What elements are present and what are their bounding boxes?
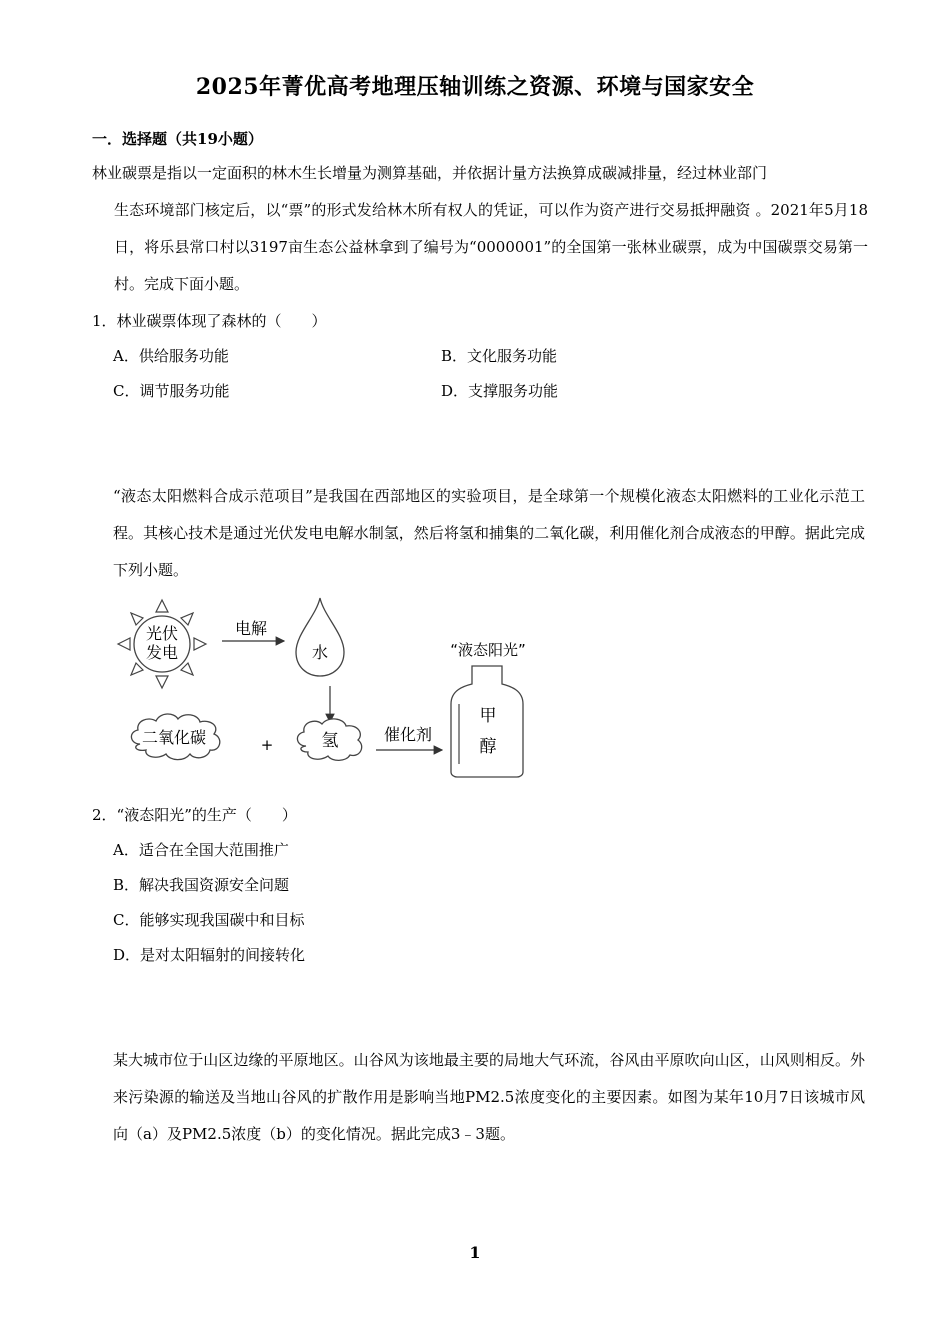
- page-number: 1: [469, 1243, 481, 1262]
- question-2-option-b[interactable]: B．解决我国资源安全问题: [113, 876, 290, 894]
- question-2-option-d[interactable]: D．是对太阳辐射的间接转化: [113, 946, 306, 964]
- question-2-option-a[interactable]: A．适合在全国大范围推广: [113, 841, 289, 859]
- water-label: 水: [311, 643, 329, 662]
- sun-label-line2: 发电: [145, 643, 179, 662]
- passage-1-first-line: 林业碳票是指以一定面积的林木生长增量为测算基础，并依据计量方法换算成碳减排量，经过林业部门: [92, 164, 768, 182]
- water-drop-icon: [296, 598, 344, 676]
- electrolysis-label: 电解: [234, 619, 268, 638]
- catalyst-label: 催化剂: [383, 725, 433, 744]
- passage-2: “液态太阳燃料合成示范项目”是我国在西部地区的实验项目，是全球第一个规模化液态太阳燃料的工业化示范工程。其核心技术是通过光伏发电电解水制氢，然后将氢和捕集的二氧化碳，利用催化剂合成液态的甲醇。据此完成下列小题。: [113, 487, 865, 579]
- hydrogen-label: 氢: [321, 731, 339, 751]
- question-1-option-d[interactable]: D．支撑服务功能: [441, 382, 559, 400]
- bottle-label-line2: 醇: [479, 737, 497, 757]
- question-2-option-c[interactable]: C．能够实现我国碳中和目标: [113, 911, 305, 929]
- sun-label-line1: 光伏: [145, 624, 179, 643]
- passage-3: 某大城市位于山区边缘的平原地区。山谷风为该地最主要的局地大气环流，谷风由平原吹向山区，山风则相反。外来污染源的输送及当地山谷风的扩散作用是影响当地PM2.5浓度变化的主要因素。如图为某年10月7日该城市风向（a）及PM2.5浓度（b）的变化情况。据此完成3﹣3题。: [113, 1051, 865, 1143]
- plus-sign: +: [260, 736, 274, 754]
- page-title: 2025年菁优高考地理压轴训练之资源、环境与国家安全: [195, 74, 755, 100]
- question-1-option-a[interactable]: A．供给服务功能: [113, 347, 229, 365]
- liquid-sunshine-diagram: [112, 594, 542, 784]
- passage-1-body: 生态环境部门核定后，以“票”的形式发给林木所有权人的凭证，可以作为资产进行交易抵押融资 。2021年5月18日，将乐县常口村以3197亩生态公益林拿到了编号为“0000001”的全国第一张林业碳票，成为中国碳票交易第一村。完成下面小题。: [114, 201, 868, 293]
- bottle-title: “液态阳光”: [450, 641, 526, 659]
- question-1-option-c[interactable]: C．调节服务功能: [113, 382, 230, 400]
- co2-label: 二氧化碳: [141, 728, 207, 747]
- section-heading: 一．选择题（共19小题）: [92, 130, 263, 148]
- question-2-stem: 2．“液态阳光”的生产（ ）: [92, 806, 297, 824]
- question-1-option-b[interactable]: B．文化服务功能: [441, 347, 558, 365]
- question-1-stem: 1．林业碳票体现了森林的（ ）: [92, 312, 327, 330]
- bottle-label-line1: 甲: [479, 706, 497, 726]
- passage-1: [92, 155, 868, 303]
